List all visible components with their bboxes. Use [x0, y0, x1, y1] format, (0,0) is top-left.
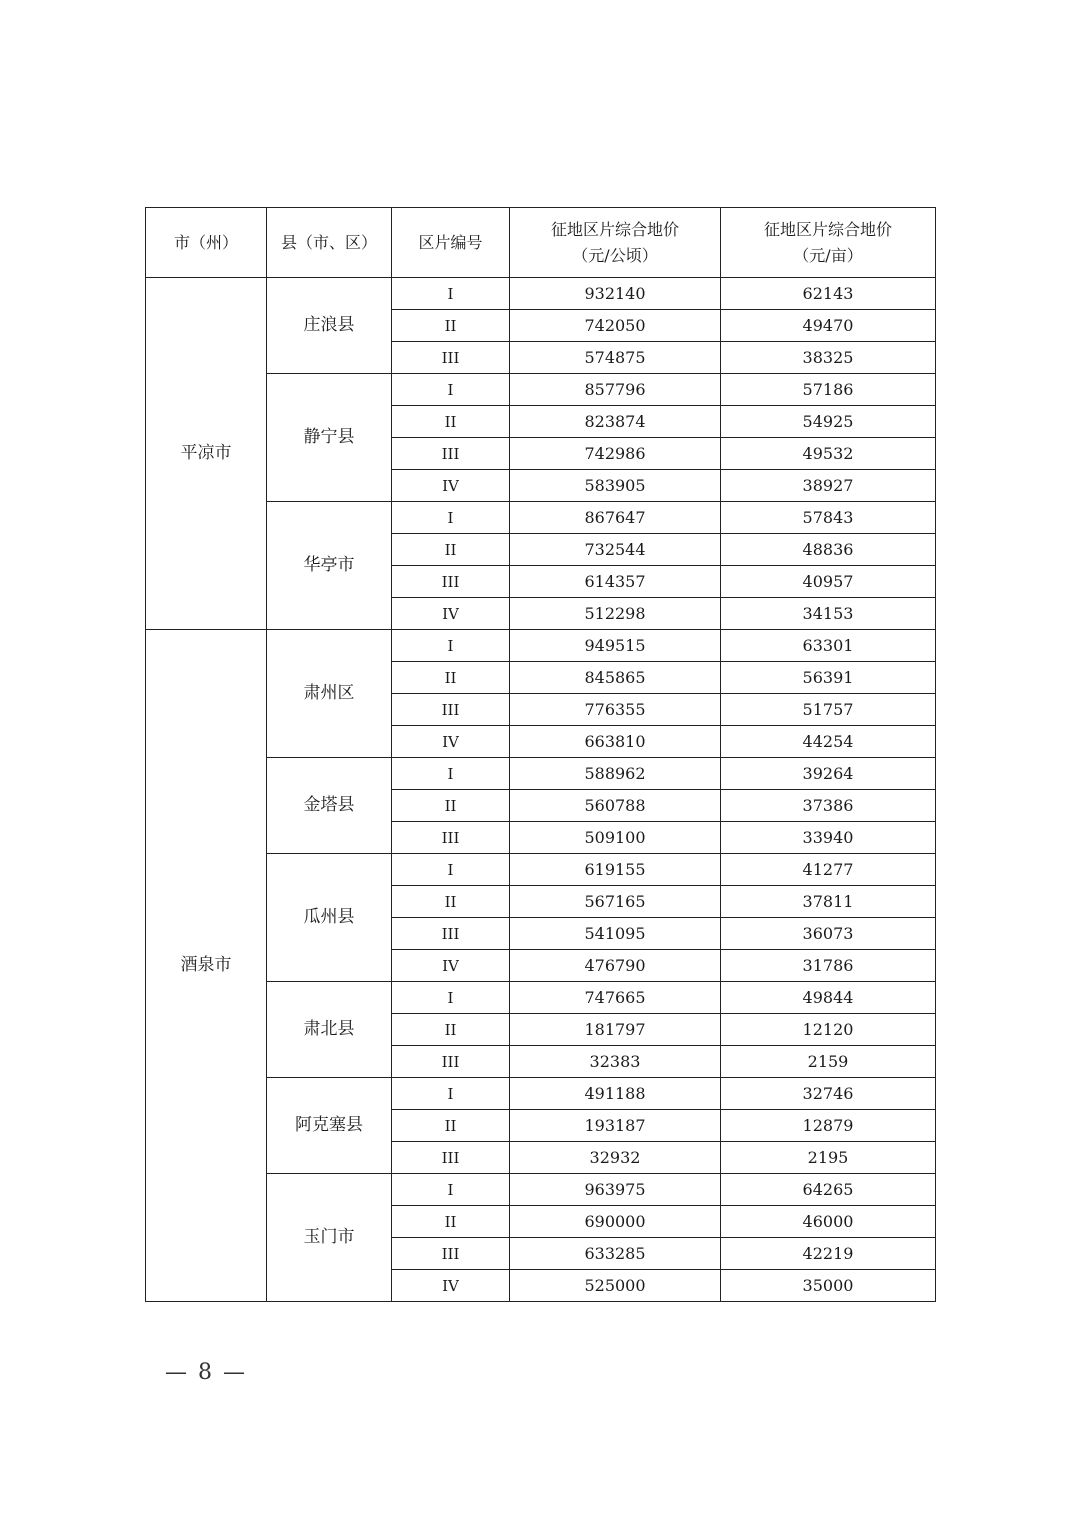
- zone-cell: II: [392, 790, 510, 822]
- zone-cell: II: [392, 310, 510, 342]
- price-per-mu-cell: 57186: [721, 374, 936, 406]
- zone-cell: I: [392, 374, 510, 406]
- table-row: [146, 278, 936, 310]
- price-per-mu-cell: 63301: [721, 630, 936, 662]
- price-per-mu-cell: 34153: [721, 598, 936, 630]
- header-price-per-hectare: [510, 208, 721, 278]
- zone-cell: IV: [392, 950, 510, 982]
- zone-cell: III: [392, 438, 510, 470]
- price-per-mu-cell: 2195: [721, 1142, 936, 1174]
- price-per-mu-cell: 44254: [721, 726, 936, 758]
- price-per-mu-cell: 49844: [721, 982, 936, 1014]
- price-per-mu-cell: 40957: [721, 566, 936, 598]
- price-per-hectare-cell: 690000: [510, 1206, 721, 1238]
- zone-cell: II: [392, 886, 510, 918]
- price-per-hectare-cell: 633285: [510, 1238, 721, 1270]
- header-zone: 区片编号: [392, 208, 510, 278]
- price-per-hectare-cell: 181797: [510, 1014, 721, 1046]
- zone-cell: III: [392, 342, 510, 374]
- header-county: 县（市、区）: [267, 208, 392, 278]
- zone-cell: II: [392, 406, 510, 438]
- price-per-hectare-cell: 776355: [510, 694, 721, 726]
- zone-cell: I: [392, 502, 510, 534]
- price-per-mu-cell: 2159: [721, 1046, 936, 1078]
- zone-cell: II: [392, 1014, 510, 1046]
- price-per-mu-cell: 48836: [721, 534, 936, 566]
- price-per-hectare-cell: 867647: [510, 502, 721, 534]
- price-per-mu-cell: 32746: [721, 1078, 936, 1110]
- price-per-mu-cell: 33940: [721, 822, 936, 854]
- price-per-mu-cell: 39264: [721, 758, 936, 790]
- zone-cell: I: [392, 1078, 510, 1110]
- zone-cell: III: [392, 1238, 510, 1270]
- price-per-hectare-cell: 845865: [510, 662, 721, 694]
- zone-cell: III: [392, 1046, 510, 1078]
- price-per-hectare-cell: 525000: [510, 1270, 721, 1302]
- header-price-per-hectare-unit: （元/公顷）: [572, 245, 658, 265]
- price-per-hectare-cell: 32383: [510, 1046, 721, 1078]
- zone-cell: II: [392, 534, 510, 566]
- price-per-hectare-cell: 823874: [510, 406, 721, 438]
- price-per-hectare-cell: 541095: [510, 918, 721, 950]
- county-cell: 静宁县: [267, 374, 392, 502]
- zone-cell: I: [392, 982, 510, 1014]
- price-per-hectare-cell: 963975: [510, 1174, 721, 1206]
- zone-cell: II: [392, 662, 510, 694]
- city-cell: 平凉市: [146, 278, 267, 630]
- price-per-mu-cell: 38927: [721, 470, 936, 502]
- price-per-hectare-cell: 619155: [510, 854, 721, 886]
- price-per-mu-cell: 49532: [721, 438, 936, 470]
- zone-cell: I: [392, 1174, 510, 1206]
- price-per-hectare-cell: 588962: [510, 758, 721, 790]
- zone-cell: I: [392, 278, 510, 310]
- price-per-mu-cell: 41277: [721, 854, 936, 886]
- land-price-table: [145, 207, 936, 1302]
- county-cell: 庄浪县: [267, 278, 392, 374]
- zone-cell: I: [392, 854, 510, 886]
- zone-cell: II: [392, 1110, 510, 1142]
- city-cell: 酒泉市: [146, 630, 267, 1302]
- price-per-mu-cell: 51757: [721, 694, 936, 726]
- price-per-mu-cell: 36073: [721, 918, 936, 950]
- price-per-hectare-cell: 574875: [510, 342, 721, 374]
- price-per-mu-cell: 56391: [721, 662, 936, 694]
- page-number: — 8 —: [165, 1360, 247, 1385]
- price-per-mu-cell: 49470: [721, 310, 936, 342]
- zone-cell: III: [392, 1142, 510, 1174]
- price-per-hectare-cell: 560788: [510, 790, 721, 822]
- price-per-hectare-cell: 193187: [510, 1110, 721, 1142]
- price-per-mu-cell: 12120: [721, 1014, 936, 1046]
- price-per-mu-cell: 62143: [721, 278, 936, 310]
- price-per-mu-cell: 64265: [721, 1174, 936, 1206]
- price-per-mu-cell: 38325: [721, 342, 936, 374]
- price-per-hectare-cell: 491188: [510, 1078, 721, 1110]
- zone-cell: III: [392, 918, 510, 950]
- header-price-per-mu-unit: （元/亩）: [793, 245, 863, 265]
- zone-cell: III: [392, 694, 510, 726]
- price-per-mu-cell: 31786: [721, 950, 936, 982]
- zone-cell: II: [392, 1206, 510, 1238]
- price-per-mu-cell: 42219: [721, 1238, 936, 1270]
- county-cell: 华亭市: [267, 502, 392, 630]
- price-per-hectare-cell: 747665: [510, 982, 721, 1014]
- price-per-hectare-cell: 32932: [510, 1142, 721, 1174]
- county-cell: 瓜州县: [267, 854, 392, 982]
- price-per-mu-cell: 46000: [721, 1206, 936, 1238]
- price-per-hectare-cell: 732544: [510, 534, 721, 566]
- table-row: [146, 630, 936, 662]
- header-price-per-mu-title: 征地区片综合地价: [763, 220, 892, 240]
- zone-cell: I: [392, 630, 510, 662]
- zone-cell: IV: [392, 470, 510, 502]
- price-per-hectare-cell: 949515: [510, 630, 721, 662]
- price-per-mu-cell: 35000: [721, 1270, 936, 1302]
- price-per-mu-cell: 12879: [721, 1110, 936, 1142]
- price-per-mu-cell: 57843: [721, 502, 936, 534]
- county-cell: 肃州区: [267, 630, 392, 758]
- header-price-per-hectare-title: 征地区片综合地价: [550, 220, 679, 240]
- price-per-hectare-cell: 509100: [510, 822, 721, 854]
- header-price-per-mu: [721, 208, 936, 278]
- zone-cell: I: [392, 758, 510, 790]
- zone-cell: III: [392, 566, 510, 598]
- price-per-hectare-cell: 476790: [510, 950, 721, 982]
- zone-cell: IV: [392, 598, 510, 630]
- price-per-mu-cell: 37386: [721, 790, 936, 822]
- header-city: 市（州）: [146, 208, 267, 278]
- zone-cell: III: [392, 822, 510, 854]
- county-cell: 玉门市: [267, 1174, 392, 1302]
- county-cell: 阿克塞县: [267, 1078, 392, 1174]
- price-per-hectare-cell: 857796: [510, 374, 721, 406]
- county-cell: 金塔县: [267, 758, 392, 854]
- zone-cell: IV: [392, 726, 510, 758]
- zone-cell: IV: [392, 1270, 510, 1302]
- table-header-row: [146, 208, 936, 278]
- price-per-hectare-cell: 932140: [510, 278, 721, 310]
- table-body: [146, 278, 936, 1302]
- price-per-hectare-cell: 567165: [510, 886, 721, 918]
- price-per-mu-cell: 37811: [721, 886, 936, 918]
- price-per-hectare-cell: 742986: [510, 438, 721, 470]
- price-per-hectare-cell: 583905: [510, 470, 721, 502]
- price-per-hectare-cell: 614357: [510, 566, 721, 598]
- price-per-hectare-cell: 512298: [510, 598, 721, 630]
- price-per-hectare-cell: 742050: [510, 310, 721, 342]
- price-per-hectare-cell: 663810: [510, 726, 721, 758]
- price-per-mu-cell: 54925: [721, 406, 936, 438]
- county-cell: 肃北县: [267, 982, 392, 1078]
